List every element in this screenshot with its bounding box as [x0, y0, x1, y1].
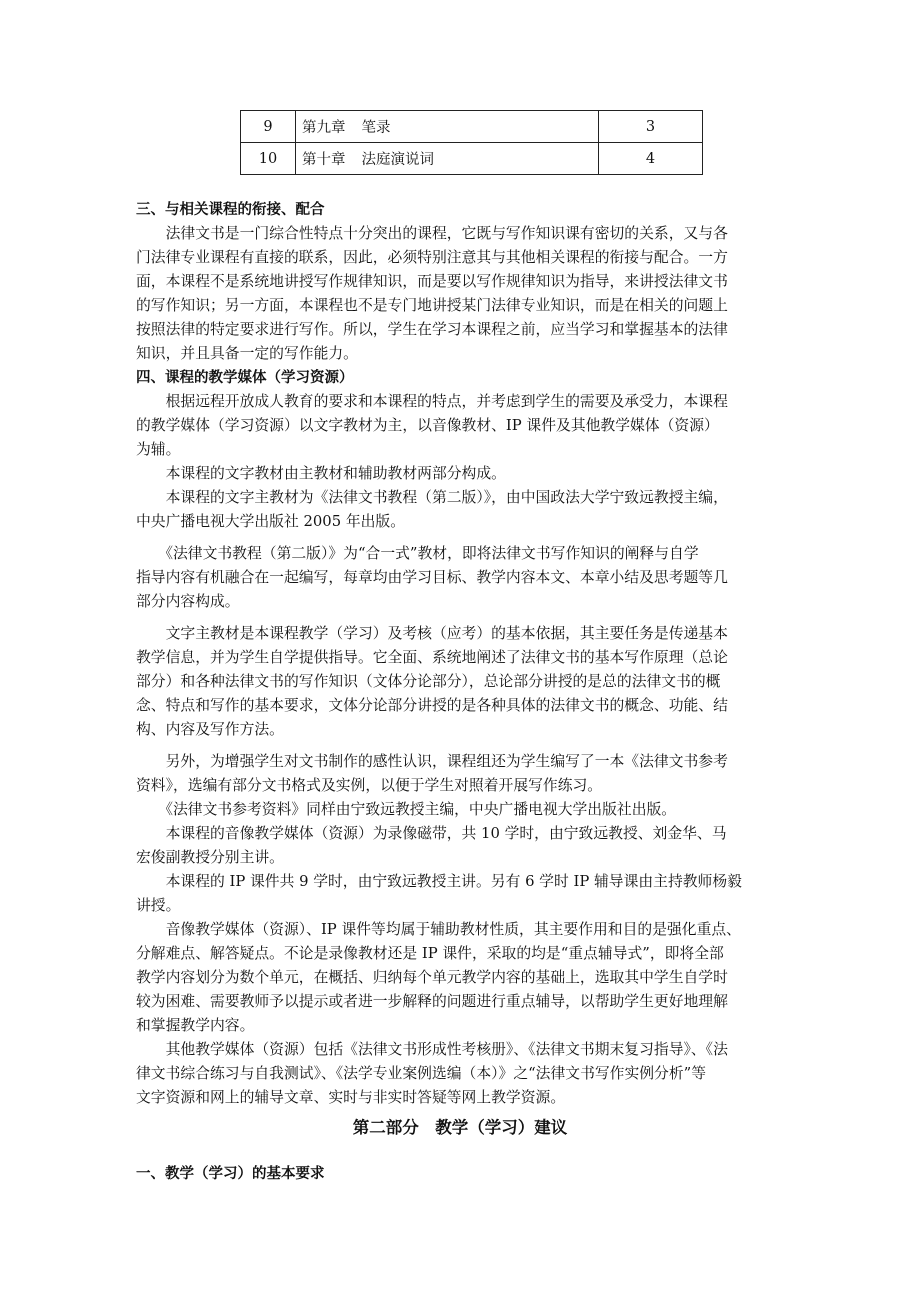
text-line: 和掌握教学内容。	[136, 1017, 255, 1034]
text-line: 根据远程开放成人教育的要求和本课程的特点，并考虑到学生的需要及承受力，本课程	[136, 393, 728, 410]
text-line: 按照法律的特定要求进行写作。所以，学生在学习本课程之前，应当学习和掌握基本的法律	[136, 321, 728, 338]
text-line: 文字主教材是本课程教学（学习）及考核（应考）的基本依据，其主要任务是传递基本	[136, 625, 728, 642]
chapter-label: 第十章	[302, 152, 346, 168]
chapter-number: 9	[241, 111, 296, 143]
section4-paragraphs-b	[136, 542, 784, 614]
table-row	[241, 111, 703, 143]
text-line: 部分）和各种法律文书的写作知识（文体分论部分），总论部分讲授的是总的法律文书的概	[136, 673, 721, 690]
text-line: 分解难点、解答疑点。不论是录像教材还是 IP 课件，采取的均是“重点辅导式”，即将全部	[136, 945, 724, 962]
text-line: 念、特点和写作的基本要求，文体分论部分讲授的是各种具体的法律文书的概念、功能、结	[136, 697, 728, 714]
section-heading: 四、课程的教学媒体（学习资源）	[136, 370, 354, 386]
chapter-hours: 3	[599, 111, 703, 143]
text-line: 部分内容构成。	[136, 593, 240, 610]
text-line: 另外，为增强学生对文书制作的感性认识，课程组还为学生编写了一本《法律文书参考	[136, 753, 728, 770]
text-line: 指导内容有机融合在一起编写，每章均由学习目标、教学内容本文、本章小结及思考题等几	[136, 569, 728, 586]
table-row	[241, 143, 703, 175]
text-line: 门法律专业课程有直接的联系，因此，必须特别注意其与其他相关课程的衔接与配合。一方	[136, 249, 728, 266]
text-line: 《法律文书教程（第二版）》为“合一式”教材，即将法律文书写作知识的阐释与自学	[136, 545, 699, 562]
text-line: 教学内容划分为数个单元，在概括、归纳每个单元教学内容的基础上，选取其中学生自学时	[136, 969, 728, 986]
section-heading: 一、教学（学习）的基本要求	[136, 1166, 325, 1182]
chapter-label: 第九章	[302, 120, 346, 136]
chapter-name: 笔录	[361, 120, 391, 136]
text-line: 教学信息，并为学生自学提供指导。它全面、系统地阐述了法律文书的基本写作原理（总论	[136, 649, 728, 666]
chapter-title-cell	[296, 111, 599, 143]
text-line: 本课程的文字教材由主教材和辅助教材两部分构成。	[136, 465, 506, 482]
section4-paragraphs-a	[136, 390, 784, 534]
chapter-number: 10	[241, 143, 296, 175]
text-line: 本课程的音像教学媒体（资源）为录像磁带，共 10 学时，由宁致远教授、刘金华、马	[136, 825, 727, 842]
section4-paragraphs-d	[136, 750, 784, 1110]
text-line: 面，本课程不是系统地讲授写作规律知识，而是要以写作规律知识为指导，来讲授法律文书	[136, 273, 728, 290]
text-line: 的教学媒体（学习资源）以文字教材为主，以音像教材、IP 课件及其他教学媒体（资源）	[136, 417, 719, 434]
text-line: 律文书综合练习与自我测试》、《法学专业案例选编（本）》之“法律文书写作实例分析”等	[136, 1065, 707, 1082]
text-line: 构、内容及写作方法。	[136, 721, 284, 738]
text-line: 宏俊副教授分别主讲。	[136, 849, 284, 866]
chapter-title-cell	[296, 143, 599, 175]
chapter-hours-table	[240, 110, 703, 175]
text-line: 中央广播电视大学出版社 2005 年出版。	[136, 513, 406, 530]
text-line: 《法律文书参考资料》同样由宁致远教授主编，中央广播电视大学出版社出版。	[136, 801, 677, 818]
text-line: 较为困难、需要教师予以提示或者进一步解释的问题进行重点辅导，以帮助学生更好地理解	[136, 993, 728, 1010]
text-line: 为辅。	[136, 441, 181, 458]
part-title: 第二部分 教学（学习）建议	[352, 1118, 568, 1137]
text-line: 本课程的文字主教材为《法律文书教程（第二版）》，由中国政法大学宁致远教授主编，	[136, 489, 728, 506]
text-line: 其他教学媒体（资源）包括《法律文书形成性考核册》、《法律文书期末复习指导》、《法	[136, 1041, 728, 1058]
section-heading: 三、与相关课程的衔接、配合	[136, 202, 325, 218]
text-line: 的写作知识；另一方面，本课程也不是专门地讲授某门法律专业知识，而是在相关的问题上	[136, 297, 728, 314]
section4-paragraphs-c	[136, 622, 784, 742]
section3-paragraph	[136, 222, 784, 366]
text-line: 文字资源和网上的辅导文章、实时与非实时答疑等网上教学资源。	[136, 1089, 566, 1106]
text-line: 讲授。	[136, 897, 181, 914]
text-line: 知识，并且具备一定的写作能力。	[136, 345, 358, 362]
text-line: 资料》，选编有部分文书格式及实例，以便于学生对照着开展写作练习。	[136, 777, 603, 794]
text-line: 法律文书是一门综合性特点十分突出的课程，它既与写作知识课有密切的关系，又与各	[136, 225, 728, 242]
text-line: 本课程的 IP 课件共 9 学时，由宁致远教授主讲。另有 6 学时 IP 辅导课由主持教师杨毅	[136, 873, 742, 890]
document-body	[136, 198, 784, 1110]
chapter-name: 法庭演说词	[361, 152, 434, 168]
text-line: 音像教学媒体（资源）、IP 课件等均属于辅助教材性质，其主要作用和目的是强化重点、	[136, 921, 741, 938]
chapter-hours: 4	[599, 143, 703, 175]
